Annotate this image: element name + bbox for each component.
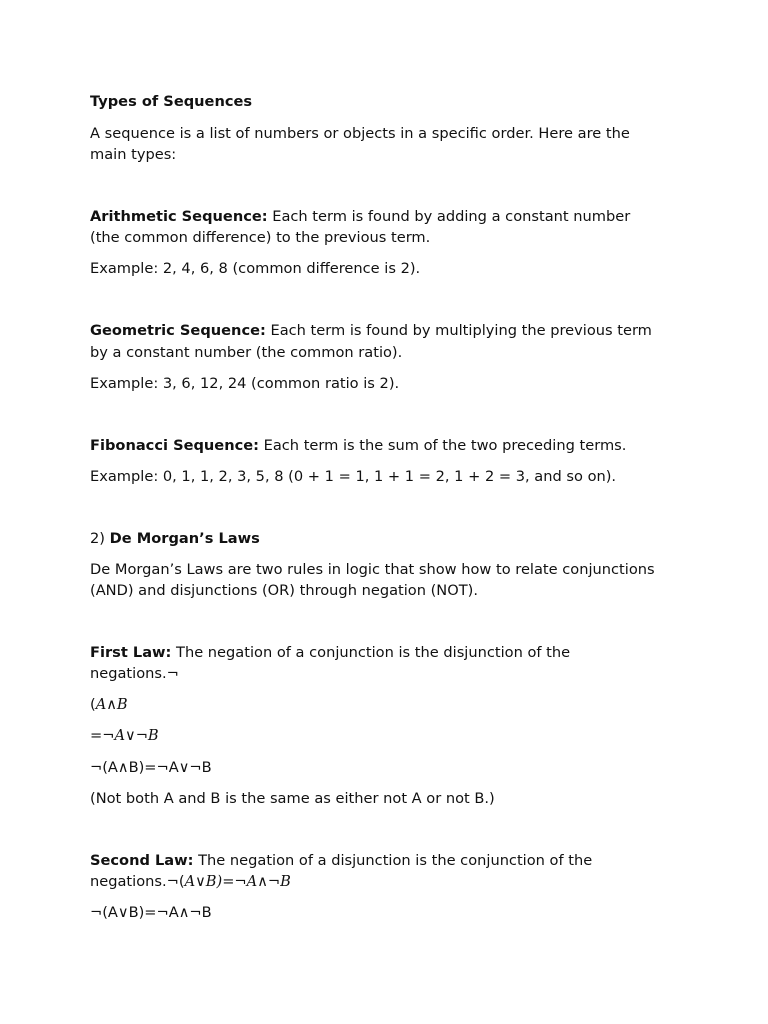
first-law-formula: ¬(A∧B)=¬A∨¬B <box>90 759 212 776</box>
arithmetic-term: Arithmetic Sequence: <box>90 208 268 225</box>
first-law-term: First Law: <box>90 644 172 661</box>
second-law-line-2-text: negations.¬( <box>90 873 185 890</box>
intro-line-2: main types: <box>90 146 177 163</box>
first-law-math-2-prefix: =¬ <box>90 727 115 744</box>
arithmetic-line-2: (the common difference) to the previous term. <box>90 229 431 246</box>
first-law-math-1 <box>90 694 128 715</box>
first-law-line-2: negations.¬ <box>90 665 179 682</box>
section-number: 2) <box>90 530 110 547</box>
first-law-math-1-expr: A∧B <box>95 696 128 713</box>
demorgan-desc-line-2: (AND) and disjunctions (OR) through negation (NOT). <box>90 582 478 599</box>
arithmetic-line-1 <box>90 206 630 227</box>
fibonacci-example: Example: 0, 1, 1, 2, 3, 5, 8 (0 + 1 = 1, 1 + 1 = 2, 1 + 2 = 3, and so on). <box>90 468 617 485</box>
second-law-line-2 <box>90 871 291 892</box>
fibonacci-term: Fibonacci Sequence: <box>90 437 259 454</box>
first-law-explanation: (Not both A and B is the same as either not A or not B.) <box>90 790 495 807</box>
arithmetic-example: Example: 2, 4, 6, 8 (common difference is 2). <box>90 260 421 277</box>
demorgan-desc-line-1: De Morgan’s Laws are two rules in logic that show how to relate conjunctions <box>90 561 655 578</box>
geometric-line-2: by a constant number (the common ratio). <box>90 344 403 361</box>
demorgan-title: De Morgan’s Laws <box>109 530 260 547</box>
fibonacci-definition: Each term is the sum of the two preceding terms. <box>258 437 627 454</box>
geometric-line-1 <box>90 320 652 341</box>
first-law-definition: The negation of a conjunction is the disjunction of the <box>171 644 571 661</box>
arithmetic-definition: Each term is found by adding a constant number <box>267 208 631 225</box>
geometric-term: Geometric Sequence: <box>90 322 266 339</box>
second-law-definition: The negation of a disjunction is the conjunction of the <box>193 852 593 869</box>
first-law-math-2 <box>90 725 159 746</box>
geometric-definition: Each term is found by multiplying the previous term <box>265 322 652 339</box>
page-heading: Types of Sequences <box>90 93 253 110</box>
intro-line-1: A sequence is a list of numbers or objects in a specific order. Here are the <box>90 125 630 142</box>
second-law-term: Second Law: <box>90 852 194 869</box>
fibonacci-line-1 <box>90 435 626 456</box>
first-law-math-2-expr: A∨¬B <box>114 727 159 744</box>
first-law-math-1-prefix: ( <box>90 696 96 713</box>
first-law-line-1 <box>90 642 570 663</box>
second-law-formula: ¬(A∨B)=¬A∧¬B <box>90 904 212 921</box>
geometric-example: Example: 3, 6, 12, 24 (common ratio is 2). <box>90 375 400 392</box>
second-law-line-2-math: A∨B)=¬A∧¬B <box>184 873 291 890</box>
demorgan-heading <box>90 528 260 549</box>
second-law-line-1 <box>90 850 592 871</box>
